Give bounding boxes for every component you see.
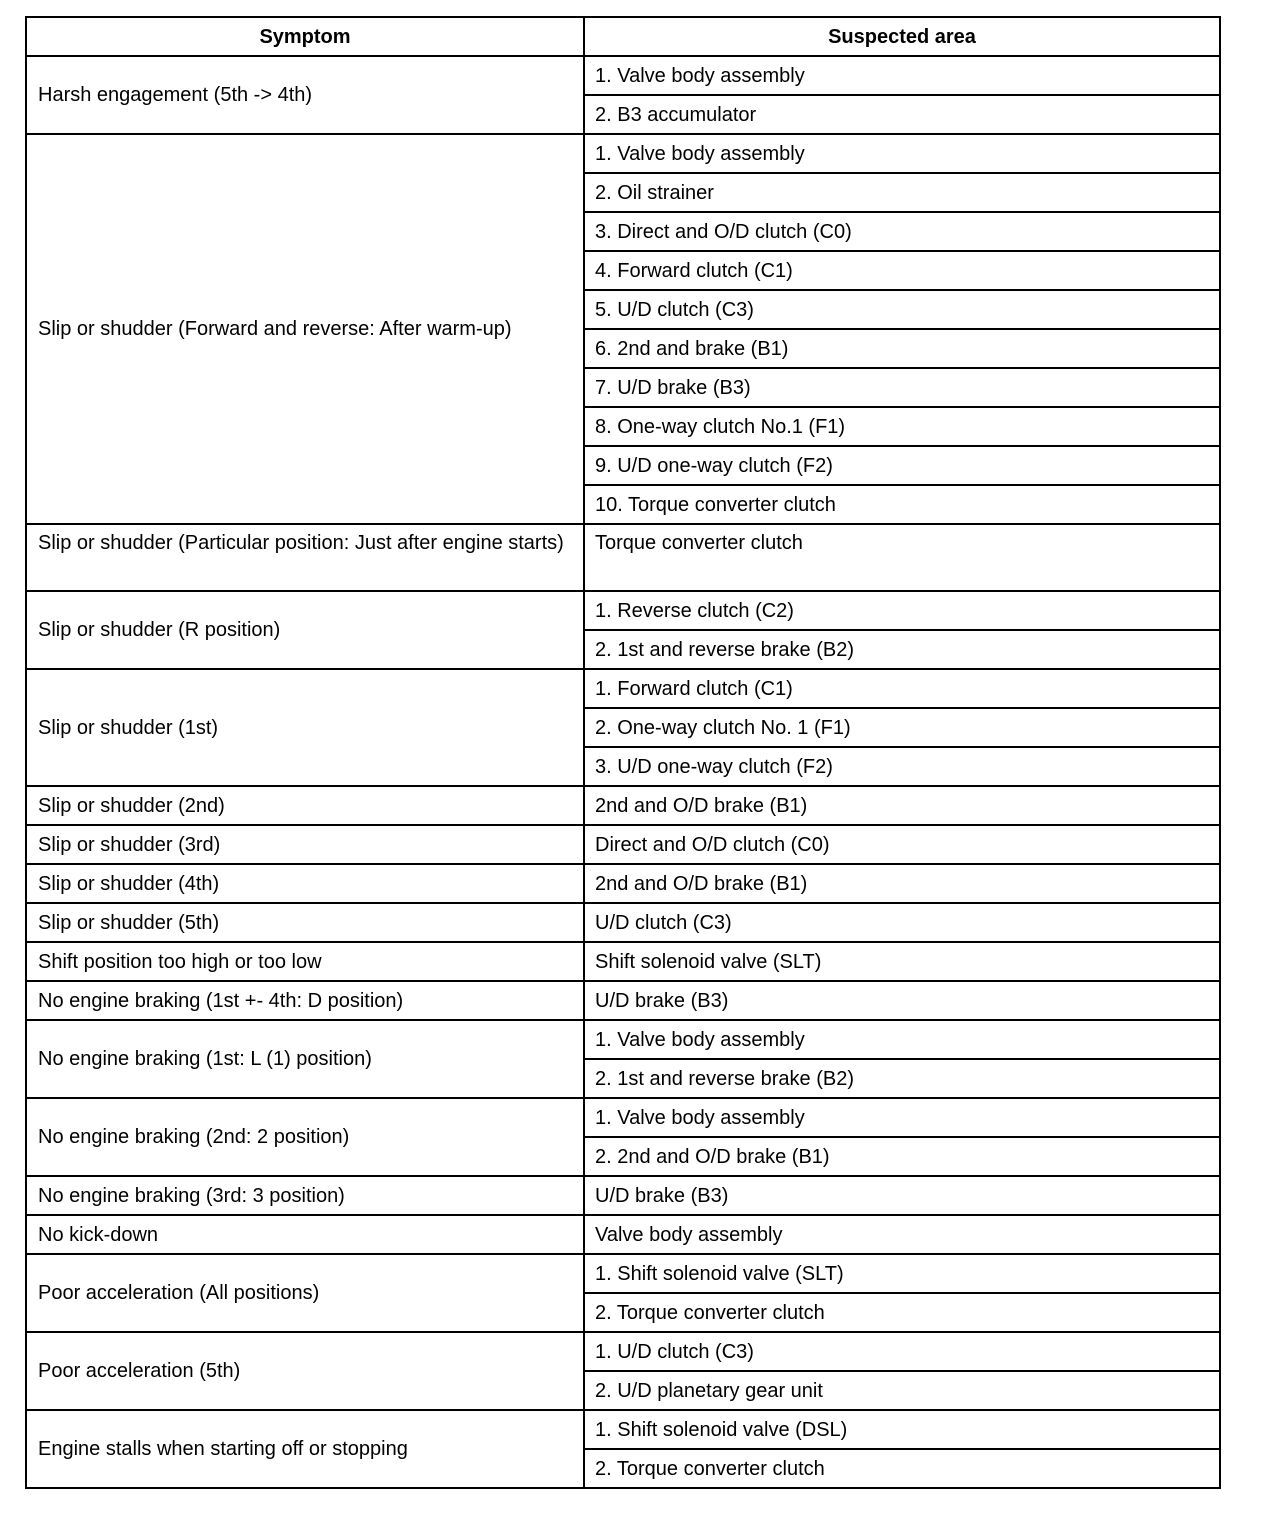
table-row — [26, 669, 1220, 708]
symptom-cell: Slip or shudder (4th) — [26, 864, 584, 903]
symptom-cell: Engine stalls when starting off or stopping — [26, 1410, 584, 1488]
symptom-cell: No engine braking (3rd: 3 position) — [26, 1176, 584, 1215]
suspected-area-cell: 4. Forward clutch (C1) — [584, 251, 1220, 290]
suspected-area-cell: 1. Valve body assembly — [584, 56, 1220, 95]
suspected-area-cell: 5. U/D clutch (C3) — [584, 290, 1220, 329]
symptom-cell: Slip or shudder (Forward and reverse: After warm-up) — [26, 134, 584, 524]
symptom-table — [25, 16, 1221, 1489]
suspected-area-cell: Direct and O/D clutch (C0) — [584, 825, 1220, 864]
table-row — [26, 1410, 1220, 1449]
suspected-area-cell: 6. 2nd and brake (B1) — [584, 329, 1220, 368]
table-row — [26, 942, 1220, 981]
table-row — [26, 864, 1220, 903]
symptom-cell: No kick-down — [26, 1215, 584, 1254]
suspected-area-cell: 1. Valve body assembly — [584, 1098, 1220, 1137]
table-row — [26, 825, 1220, 864]
suspected-area-cell: 2. 1st and reverse brake (B2) — [584, 1059, 1220, 1098]
suspected-area-cell: 9. U/D one-way clutch (F2) — [584, 446, 1220, 485]
troubleshooting-table-wrapper — [25, 16, 1219, 1489]
suspected-area-cell: Shift solenoid valve (SLT) — [584, 942, 1220, 981]
suspected-area-cell: 2. U/D planetary gear unit — [584, 1371, 1220, 1410]
symptom-cell: Slip or shudder (Particular position: Just after engine starts) — [26, 524, 584, 591]
symptom-cell: Slip or shudder (3rd) — [26, 825, 584, 864]
table-row — [26, 1332, 1220, 1371]
symptom-cell: Slip or shudder (R position) — [26, 591, 584, 669]
table-row — [26, 1254, 1220, 1293]
suspected-area-cell: 1. U/D clutch (C3) — [584, 1332, 1220, 1371]
symptom-cell: Slip or shudder (1st) — [26, 669, 584, 786]
symptom-cell: Poor acceleration (All positions) — [26, 1254, 584, 1332]
suspected-area-cell: 1. Valve body assembly — [584, 134, 1220, 173]
table-row — [26, 1176, 1220, 1215]
suspected-area-cell: 2. Oil strainer — [584, 173, 1220, 212]
symptom-cell: No engine braking (1st: L (1) position) — [26, 1020, 584, 1098]
suspected-area-cell: 1. Shift solenoid valve (DSL) — [584, 1410, 1220, 1449]
suspected-area-cell: U/D brake (B3) — [584, 981, 1220, 1020]
table-row — [26, 786, 1220, 825]
suspected-area-cell: 1. Shift solenoid valve (SLT) — [584, 1254, 1220, 1293]
header-symptom: Symptom — [26, 17, 584, 56]
suspected-area-cell: 2. Torque converter clutch — [584, 1293, 1220, 1332]
suspected-area-cell: 2. Torque converter clutch — [584, 1449, 1220, 1488]
suspected-area-cell: 10. Torque converter clutch — [584, 485, 1220, 524]
header-suspected-area: Suspected area — [584, 17, 1220, 56]
suspected-area-cell: U/D clutch (C3) — [584, 903, 1220, 942]
table-row — [26, 134, 1220, 173]
symptom-cell: Slip or shudder (2nd) — [26, 786, 584, 825]
symptom-cell: Shift position too high or too low — [26, 942, 584, 981]
symptom-cell: No engine braking (1st +- 4th: D position) — [26, 981, 584, 1020]
table-row — [26, 591, 1220, 630]
suspected-area-cell: Torque converter clutch — [584, 524, 1220, 591]
table-row — [26, 56, 1220, 95]
suspected-area-cell: Valve body assembly — [584, 1215, 1220, 1254]
table-row — [26, 1098, 1220, 1137]
table-row — [26, 981, 1220, 1020]
table-row — [26, 524, 1220, 591]
suspected-area-cell: 2. 1st and reverse brake (B2) — [584, 630, 1220, 669]
symptom-cell: Harsh engagement (5th -> 4th) — [26, 56, 584, 134]
suspected-area-cell: 2nd and O/D brake (B1) — [584, 786, 1220, 825]
suspected-area-cell: 2. One-way clutch No. 1 (F1) — [584, 708, 1220, 747]
suspected-area-cell: 2nd and O/D brake (B1) — [584, 864, 1220, 903]
header-row — [26, 17, 1220, 56]
symptom-cell: No engine braking (2nd: 2 position) — [26, 1098, 584, 1176]
table-row — [26, 903, 1220, 942]
table-row — [26, 1215, 1220, 1254]
suspected-area-cell: 1. Reverse clutch (C2) — [584, 591, 1220, 630]
table-row — [26, 1020, 1220, 1059]
suspected-area-cell: U/D brake (B3) — [584, 1176, 1220, 1215]
suspected-area-cell: 8. One-way clutch No.1 (F1) — [584, 407, 1220, 446]
symptom-cell: Slip or shudder (5th) — [26, 903, 584, 942]
table-body — [26, 56, 1220, 1488]
suspected-area-cell: 1. Forward clutch (C1) — [584, 669, 1220, 708]
suspected-area-cell: 3. Direct and O/D clutch (C0) — [584, 212, 1220, 251]
suspected-area-cell: 1. Valve body assembly — [584, 1020, 1220, 1059]
suspected-area-cell: 2. 2nd and O/D brake (B1) — [584, 1137, 1220, 1176]
suspected-area-cell: 3. U/D one-way clutch (F2) — [584, 747, 1220, 786]
suspected-area-cell: 7. U/D brake (B3) — [584, 368, 1220, 407]
suspected-area-cell: 2. B3 accumulator — [584, 95, 1220, 134]
symptom-cell: Poor acceleration (5th) — [26, 1332, 584, 1410]
